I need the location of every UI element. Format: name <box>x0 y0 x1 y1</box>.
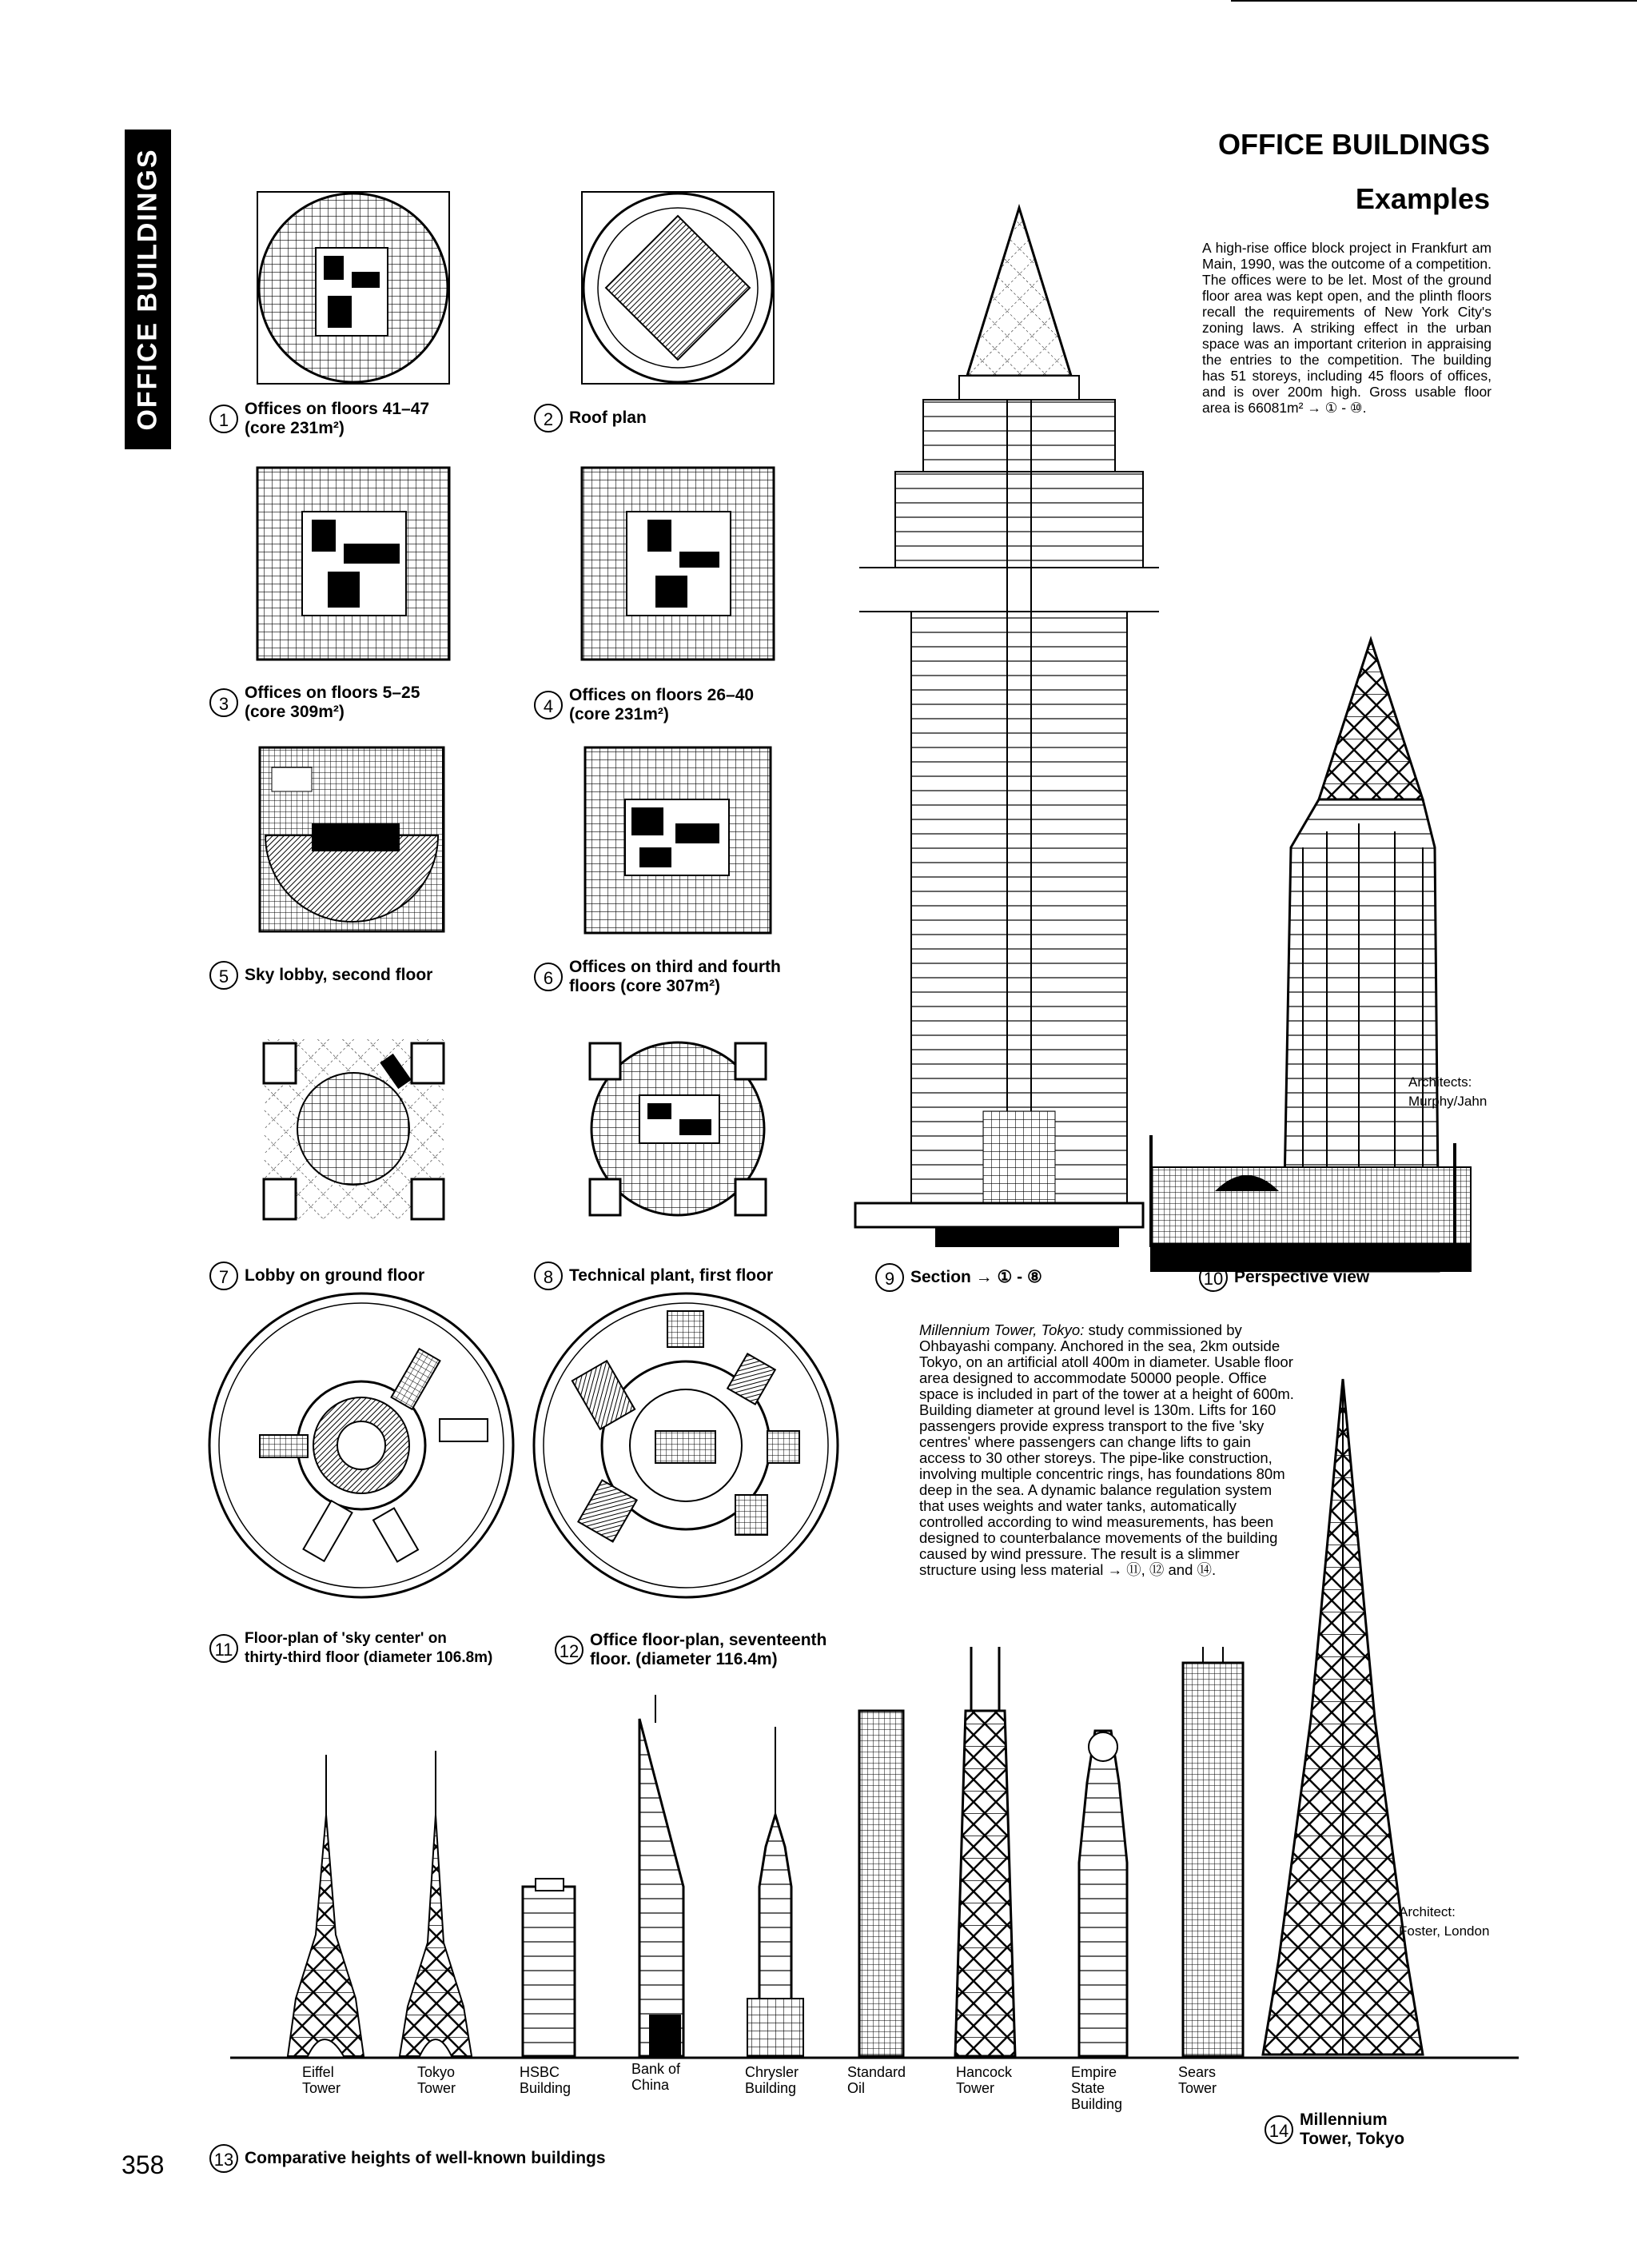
caption-11 <box>209 1629 492 1668</box>
caption-line: Section → ① - ⑧ <box>910 1268 1042 1286</box>
page-subtitle: Examples <box>1355 182 1490 215</box>
caption-12 <box>555 1631 826 1669</box>
plan-11 <box>209 1293 513 1597</box>
millennium-paragraph <box>919 1322 1295 1578</box>
figure-number: 5 <box>209 961 238 990</box>
perspective-10 <box>1151 640 1471 1271</box>
plan-4 <box>582 468 774 660</box>
plan-12 <box>534 1293 838 1597</box>
building-label <box>956 2064 1012 2096</box>
plan-3 <box>257 468 449 660</box>
caption-7 <box>209 1262 424 1290</box>
figure-number: 11 <box>209 1634 238 1663</box>
caption-line: Lobby on ground floor <box>245 1266 425 1285</box>
caption-line: (core 231m²) <box>245 419 345 437</box>
figure-number: 1 <box>209 405 238 433</box>
caption-line: Comparative heights of well-known buildings <box>245 2149 606 2167</box>
caption-line: Millennium <box>1300 2111 1388 2129</box>
caption-line: Offices on third and fourth <box>569 958 781 976</box>
architects-tokyo <box>1399 1903 1489 1941</box>
building-label <box>847 2064 906 2096</box>
intro-paragraph: A high-rise office block project in Frankfurt am Main, 1990, was the outcome of a competition. The offices were to be let. Most of the ground floor area was kept open, and the plinth floors recall the requirements of New York City's zoning laws. A striking effect in the urban space was an important criterion in appraising the entries to the competition. The building has 51 storeys, including 45 floors of offices, and is over 200m high. Gross usable floor area is 66081m² → ① - ⑩. <box>1202 240 1492 416</box>
caption-line: Tower, Tokyo <box>1300 2130 1405 2148</box>
plan-5 <box>260 747 444 931</box>
building-name: Oil <box>847 2080 865 2096</box>
building-name: HSBC <box>520 2064 560 2080</box>
figure-number: 9 <box>875 1263 904 1292</box>
building-name: Tower <box>956 2080 995 2096</box>
figure-number: 10 <box>1199 1263 1228 1292</box>
page-title: OFFICE BUILDINGS <box>1218 128 1490 161</box>
building-label <box>417 2064 456 2096</box>
caption-4 <box>534 686 754 724</box>
plan-2 <box>582 192 774 384</box>
architects-frankfurt <box>1408 1073 1487 1111</box>
caption-line: Technical plant, first floor <box>569 1266 774 1285</box>
building-name: China <box>631 2077 670 2093</box>
building-label <box>1178 2064 1217 2096</box>
building-name: Tower <box>1178 2080 1217 2096</box>
architects-label: Architects: <box>1408 1074 1472 1090</box>
caption-line: Sky lobby, second floor <box>245 966 433 984</box>
figure-number: 7 <box>209 1262 238 1290</box>
building-name: Bank of <box>631 2061 681 2077</box>
building-name: Tokyo <box>417 2064 456 2080</box>
millennium-heading: Millennium Tower, Tokyo: <box>919 1321 1085 1338</box>
building-name: Chrysler <box>745 2064 799 2080</box>
caption-3 <box>209 684 420 722</box>
building-label <box>1071 2064 1122 2112</box>
caption-line: (core 231m²) <box>569 705 669 723</box>
plan-1 <box>257 192 449 384</box>
building-label <box>520 2064 571 2096</box>
caption-line: Roof plan <box>569 409 647 427</box>
architects-name: Foster, London <box>1399 1923 1490 1939</box>
caption-line: floors (core 307m²) <box>569 977 721 995</box>
caption-line: floor. (diameter 116.4m) <box>590 1650 778 1668</box>
caption-line: thirty-third floor (diameter 106.8m) <box>245 1649 493 1666</box>
section-tab-label: OFFICE BUILDINGS <box>132 148 163 431</box>
plan-6 <box>585 747 771 933</box>
caption-1 <box>209 400 429 438</box>
caption-9 <box>875 1263 1042 1292</box>
figure-number: 13 <box>209 2144 238 2173</box>
figure-number: 3 <box>209 688 238 717</box>
caption-13 <box>209 2144 606 2173</box>
building-name: Sears <box>1178 2064 1217 2080</box>
building-label <box>302 2064 341 2096</box>
figure-number: 12 <box>555 1636 584 1664</box>
architects-label: Architect: <box>1399 1904 1456 1919</box>
building-name: Standard <box>847 2064 906 2080</box>
plan-8 <box>590 1042 766 1215</box>
building-name: Tower <box>302 2080 341 2096</box>
caption-5 <box>209 961 432 990</box>
caption-line: Offices on floors 5–25 <box>245 684 420 702</box>
building-label <box>631 2061 680 2093</box>
figure-number: 4 <box>534 691 563 719</box>
caption-line: Offices on floors 41–47 <box>245 400 430 418</box>
building-name: Empire <box>1071 2064 1117 2080</box>
building-name: Eiffel <box>302 2064 334 2080</box>
architects-name: Murphy/Jahn <box>1408 1094 1488 1109</box>
caption-6 <box>534 958 781 996</box>
figure-number: 6 <box>534 963 563 991</box>
caption-10 <box>1199 1263 1369 1292</box>
figure-number: 8 <box>534 1262 563 1290</box>
caption-line: Floor-plan of 'sky center' on <box>245 1630 447 1647</box>
building-name: Tower <box>417 2080 456 2096</box>
plan-7 <box>264 1039 444 1219</box>
building-name: Building <box>745 2080 797 2096</box>
millennium-body: study commissioned by Ohbayashi company. Anchored in the sea, 2km outside Tokyo, on an artificial atoll 400m in diameter. Usable floor area designed to accommodate 50000 people. Office space is included in part of the tower at a height of 600m. Building diameter at ground level is 130m. Lifts for 160 passengers provide express transport to the five 'sky centres' where passengers can change lifts to gain access to 30 other storeys. The pipe-like construction, involving multiple concentric rings, has foundations 80m deep in the sea. A dynamic balance regulation system that uses weights and water tanks, automatically controlled according to wind measurements, has been designed to counterbalance movements of the building caused by wind pressure. The result is a slimmer structure using less material → ⑪, ⑫ and ⑭. <box>919 1321 1294 1578</box>
caption-line: Office floor-plan, seventeenth <box>590 1631 827 1649</box>
caption-line: Offices on floors 26–40 <box>569 686 755 704</box>
building-label <box>745 2064 799 2096</box>
page-number: 358 <box>121 2150 165 2179</box>
section-9 <box>855 208 1159 1247</box>
caption-8 <box>534 1262 773 1290</box>
caption-line: (core 309m²) <box>245 703 345 721</box>
building-name: Building <box>520 2080 572 2096</box>
caption-2 <box>534 404 647 432</box>
building-name: Hancock <box>956 2064 1013 2080</box>
caption-14 <box>1265 2111 1404 2149</box>
building-name: Building <box>1071 2096 1123 2112</box>
building-name: State <box>1071 2080 1105 2096</box>
figure-number: 14 <box>1265 2115 1293 2144</box>
figure-number: 2 <box>534 404 563 432</box>
caption-line: Perspective view <box>1234 1268 1370 1286</box>
